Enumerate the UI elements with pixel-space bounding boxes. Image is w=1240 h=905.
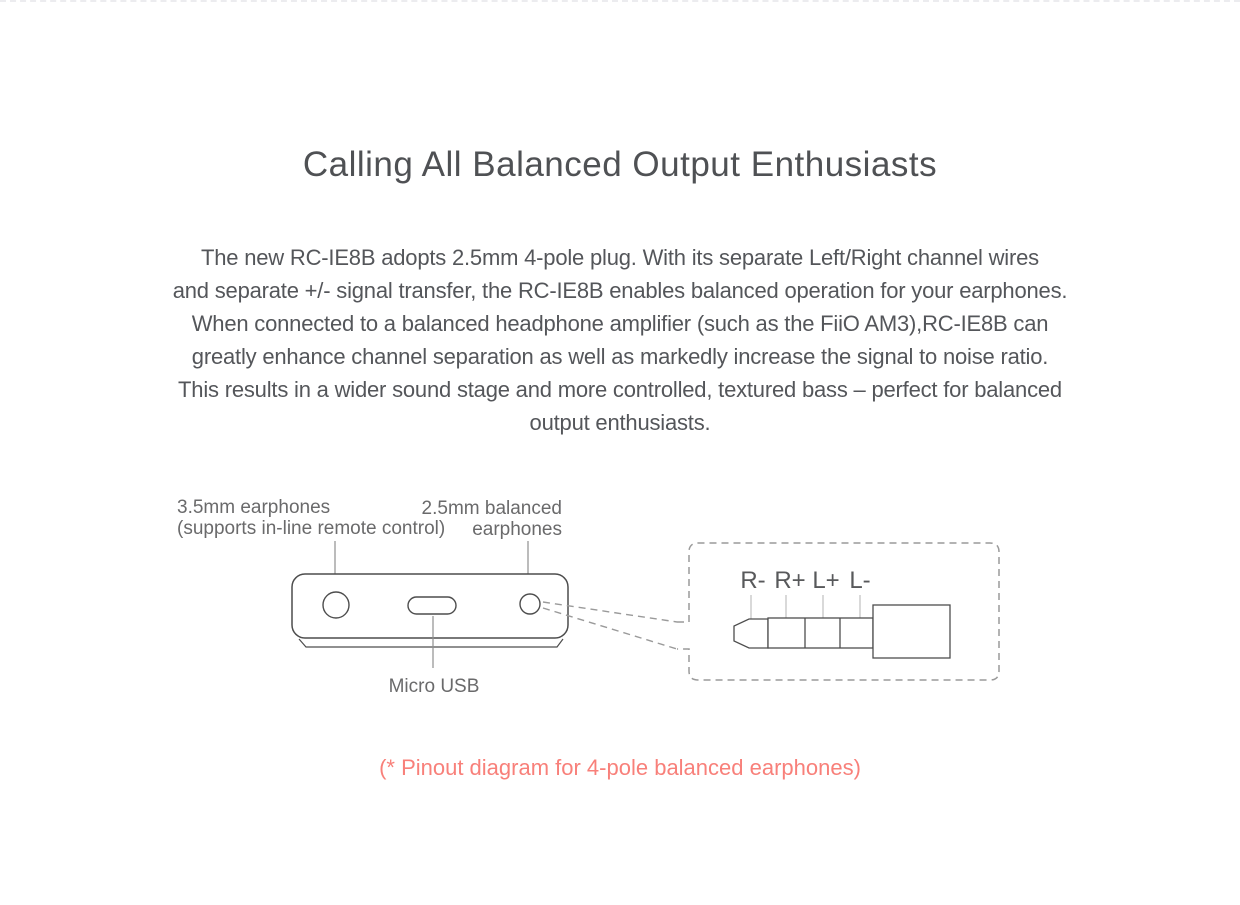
- jack-3_5mm-label-line2: (supports in-line remote control): [177, 518, 446, 539]
- pinout-labels: [740, 567, 870, 594]
- pin-label-r-minus: R-: [740, 567, 766, 594]
- intro-line: greatly enhance channel separation as well as markedly increase the signal to noise ratio.: [191, 344, 1049, 369]
- micro-usb-port: [408, 597, 456, 614]
- jack-3_5mm-label: [177, 497, 445, 539]
- ports-and-pinout-diagram: [0, 482, 1240, 712]
- intro-line: and separate +/- signal transfer, the RC-IE8B enables balanced operation for your earphones.: [172, 278, 1068, 303]
- pin-label-l-minus: L-: [849, 567, 871, 594]
- plug-body: [873, 605, 950, 658]
- pin-label-r-plus: R+: [774, 567, 806, 594]
- intro-line: output enthusiasts.: [529, 410, 711, 435]
- page-title: Calling All Balanced Output Enthusiasts: [302, 145, 938, 184]
- micro-usb-label: Micro USB: [388, 676, 480, 697]
- pinout-callout-box: [677, 543, 999, 680]
- intro-paragraph: [50, 241, 1190, 439]
- jack-2_5mm-label-line2: earphones: [472, 519, 562, 540]
- plug-illustration: [734, 605, 950, 658]
- device-bottom-edge: [299, 639, 563, 647]
- intro-line: When connected to a balanced headphone amplifier (such as the FiiO AM3),RC-IE8B can: [191, 311, 1049, 336]
- jack-3_5mm-port: [323, 592, 349, 618]
- jack-2_5mm-label-line1: 2.5mm balanced: [421, 498, 562, 519]
- intro-line: This results in a wider sound stage and more controlled, textured bass – perfect for balanced: [178, 377, 1062, 402]
- intro-line: The new RC-IE8B adopts 2.5mm 4-pole plug. With its separate Left/Right channel wires: [201, 245, 1039, 270]
- jack-2_5mm-port: [520, 594, 540, 614]
- pinout-caption: (* Pinout diagram for 4-pole balanced earphones): [379, 755, 861, 780]
- device-body: [292, 574, 568, 647]
- jack-3_5mm-label-line1: 3.5mm earphones: [177, 497, 331, 518]
- pin-label-l-plus: L+: [812, 567, 840, 594]
- plug-rings: [768, 618, 873, 648]
- plug-tip: [734, 619, 768, 648]
